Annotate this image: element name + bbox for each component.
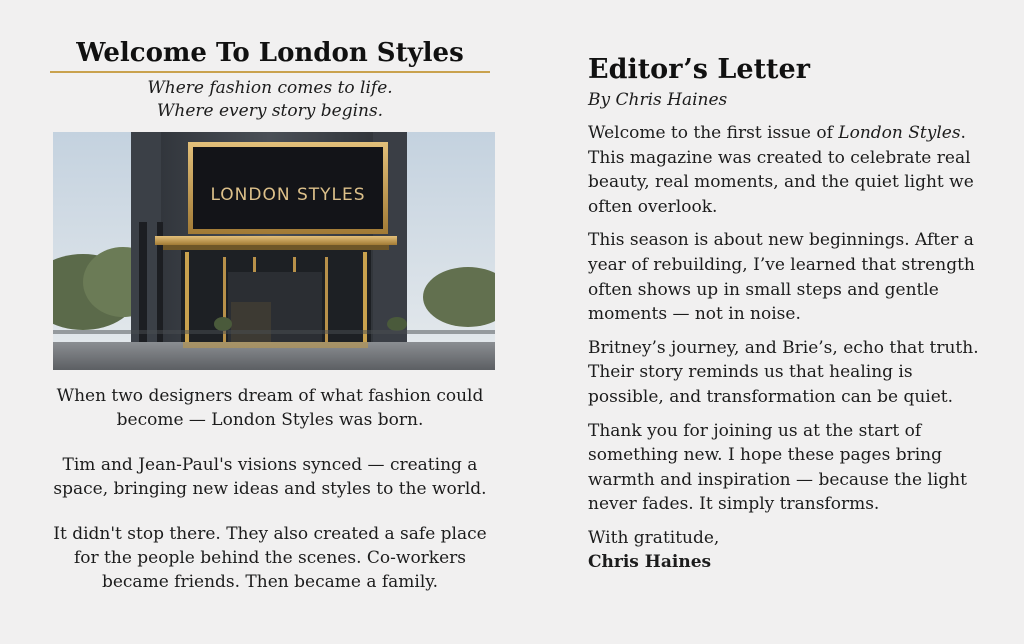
welcome-title: Welcome To London Styles bbox=[76, 38, 464, 68]
signature: Chris Haines bbox=[588, 551, 712, 572]
welcome-paragraph-1: When two designers dream of what fashion could become — London Styles was born. bbox=[56, 386, 484, 430]
tagline-line-2: Where every story begins. bbox=[156, 101, 384, 121]
gold-divider bbox=[50, 71, 490, 73]
closing: With gratitude, bbox=[588, 527, 720, 548]
letter-body bbox=[588, 121, 988, 517]
welcome-section bbox=[50, 36, 490, 123]
welcome-paragraph-2: Tim and Jean-Paul's visions synced — creating a space, bringing new ideas and styles to the world. bbox=[53, 455, 487, 499]
letter-paragraph-1 bbox=[588, 121, 988, 219]
storefront-photo bbox=[53, 132, 495, 370]
editors-letter-title: Editor’s Letter bbox=[588, 54, 810, 85]
byline: By Chris Haines bbox=[588, 90, 728, 110]
sign-text: LONDON STYLES bbox=[210, 185, 366, 205]
letter-paragraph-4: Thank you for joining us at the start of something new. I hope these pages bring warmth and inspiration — because the light never fades. It simply transforms. bbox=[588, 420, 967, 515]
letter-paragraph-2: This season is about new beginnings. After a year of rebuilding, I’ve learned that strength often shows up in small steps and gentle moments — not in noise. bbox=[588, 230, 975, 325]
tagline-line-1: Where fashion comes to life. bbox=[147, 78, 393, 98]
welcome-body bbox=[40, 384, 500, 615]
welcome-paragraph-3: It didn't stop there. They also created a safe place for the people behind the scenes. Co-workers became friends. Then became a family. bbox=[53, 524, 487, 592]
magazine-name: London Styles bbox=[838, 123, 961, 143]
letter-p1-start: Welcome to the first issue of bbox=[588, 123, 839, 143]
letter-paragraph-3: Britney’s journey, and Brie’s, echo that truth. Their story reminds us that healing is possible, and transformation can be quiet. bbox=[588, 337, 979, 407]
letter-p1-end: . This magazine was created to celebrate real beauty, real moments, and the quiet light we often overlook. bbox=[588, 123, 974, 217]
editors-letter-section bbox=[588, 52, 988, 574]
